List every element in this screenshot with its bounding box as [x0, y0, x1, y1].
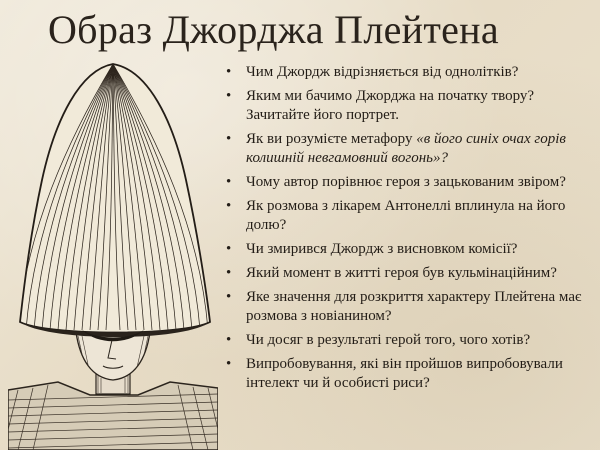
question-text: Чому автор порівнює героя з зацькованим звіром?	[246, 174, 566, 190]
list-item	[224, 331, 594, 350]
list-item	[224, 240, 594, 259]
list-item	[224, 173, 594, 192]
list-item	[224, 63, 594, 82]
list-item	[224, 264, 594, 283]
list-item	[224, 197, 594, 235]
list-item	[224, 355, 594, 393]
bullet-dot-icon: •	[226, 265, 232, 281]
metaphor-quote: «в його синіх очах горів колишній невгамовний вогонь»?	[246, 131, 566, 166]
question-text: Як ви розумієте метафору	[246, 131, 417, 147]
bullet-dot-icon: •	[226, 356, 232, 372]
list-item	[224, 288, 594, 326]
bullet-dot-icon: •	[226, 198, 232, 214]
question-text: Який момент в житті героя був кульмінаційним?	[246, 265, 557, 281]
question-text: Яким ми бачимо Джорджа на початку твору? Зачитайте його портрет.	[246, 88, 535, 123]
bullet-dot-icon: •	[226, 131, 232, 147]
bullet-dot-icon: •	[226, 174, 232, 190]
question-text: Яке значення для розкриття характеру Плейтена має розмова з новіанином?	[246, 289, 582, 324]
list-item	[224, 130, 594, 168]
bullet-dot-icon: •	[226, 289, 232, 305]
bullet-dot-icon: •	[226, 241, 232, 257]
illustration-man-with-cone-head	[8, 60, 218, 450]
bullet-dot-icon: •	[226, 88, 232, 104]
question-text: Як розмова з лікарем Антонеллі вплинула на його долю?	[246, 198, 566, 233]
bullet-dot-icon: •	[226, 332, 232, 348]
question-text: Випробовування, які він пройшов випробовували інтелект чи й особисті риси?	[246, 356, 563, 391]
slide-title: Образ Джорджа Плейтена	[48, 7, 499, 52]
question-text: Чи змирився Джордж з висновком комісії?	[246, 241, 518, 257]
question-text: Чим Джордж відрізняється від однолітків?	[246, 64, 519, 80]
list-item	[224, 87, 594, 125]
bullet-dot-icon: •	[226, 64, 232, 80]
question-text: Чи досяг в результаті герой того, чого хотів?	[246, 332, 531, 348]
question-list	[224, 63, 594, 398]
